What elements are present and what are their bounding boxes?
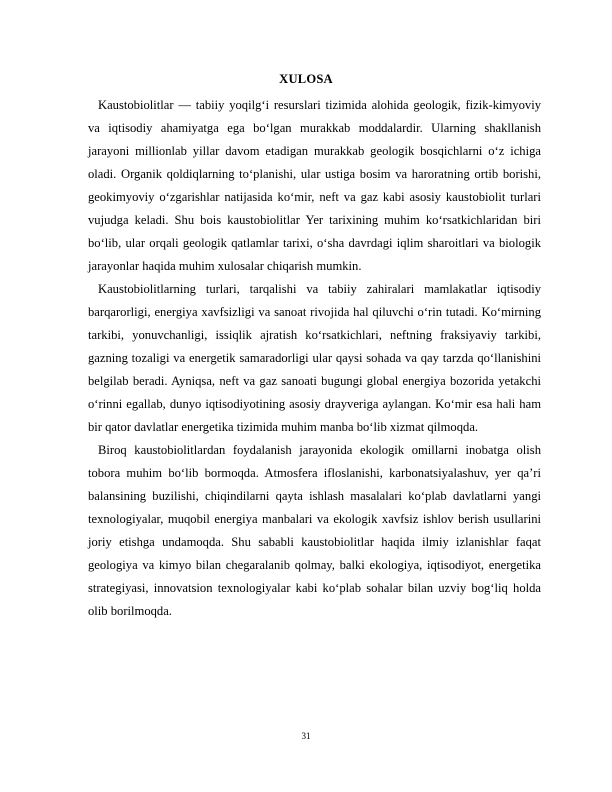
paragraph-1: Kaustobiolitlar — tabiiy yoqilg‘i resurslari tizimida alohida geologik, fizik-kimyoviy va iqtisodiy ahamiyatga ega bo‘lgan murakkab moddalardir. Ularning shakllanish jarayoni millionlab yillar davom etadigan murakkab geologik bosqichlarni o‘z ichiga oladi. Organik qoldiqlarning to‘planishi, ular ustiga bosim va haroratning ortib borishi, geokimyoviy o‘zgarishlar natijasida ko‘mir, neft va gaz kabi asosiy kaustobiolit turlari vujudga keladi. Shu bois kaustobiolitlar Yer tarixining muhim ko‘rsatkichlaridan biri bo‘lib, ular orqali geologik qatlamlar tarixi, o‘sha davrdagi iqlim sharoitlari va biologik jarayonlar haqida muhim xulosalar chiqarish mumkin. xyxy=(88,98,541,273)
page-number: 31 xyxy=(301,731,311,741)
paragraph-2: Kaustobiolitlarning turlari, tarqalishi va tabiiy zahiralari mamlakatlar iqtisodiy barqarorligi, energiya xavfsizligi va sanoat rivojida hal qiluvchi o‘rin tutadi. Ko‘mirning tarkibi, yonuvchanligi, issiqlik ajratish ko‘rsatkichlari, neftning fraksiyaviy tarkibi, gazning tozaligi va energetik samaradorligi ular qaysi sohada va qay tarzda qo‘llanishini belgilab beradi. Ayniqsa, neft va gaz sanoati bugungi global energiya bozorida yetakchi o‘rinni egallab, dunyo iqtisodiyotining asosiy drayveriga aylangan. Ko‘mir esa hali ham bir qator davlatlar energetika tizimida muhim manba bo‘lib xizmat qilmoqda. xyxy=(88,282,541,434)
page-title: XULOSA xyxy=(279,72,333,86)
paragraph-3: Biroq kaustobiolitlardan foydalanish jarayonida ekologik omillarni inobatga olish tobora muhim bo‘lib bormoqda. Atmosfera ifloslanishi, karbonatsiyalashuv, yer qa’ri balansining buzilishi, chiqindilarni qayta ishlash masalalari ko‘plab davlatlarni yangi texnologiyalar, muqobil energiya manbalari va ekologik xavfsiz ishlov berish usullarini joriy etishga undamoqda. Shu sababli kaustobiolitlar haqida ilmiy izlanishlar faqat geologiya va kimyo bilan chegaralanib qolmay, balki ekologiya, iqtisodiyot, energetika strategiyasi, innovatsion texnologiyalar kabi ko‘plab sohalar bilan uzviy bog‘liq holda olib borilmoqda. xyxy=(88,443,541,618)
document-body xyxy=(88,94,541,623)
